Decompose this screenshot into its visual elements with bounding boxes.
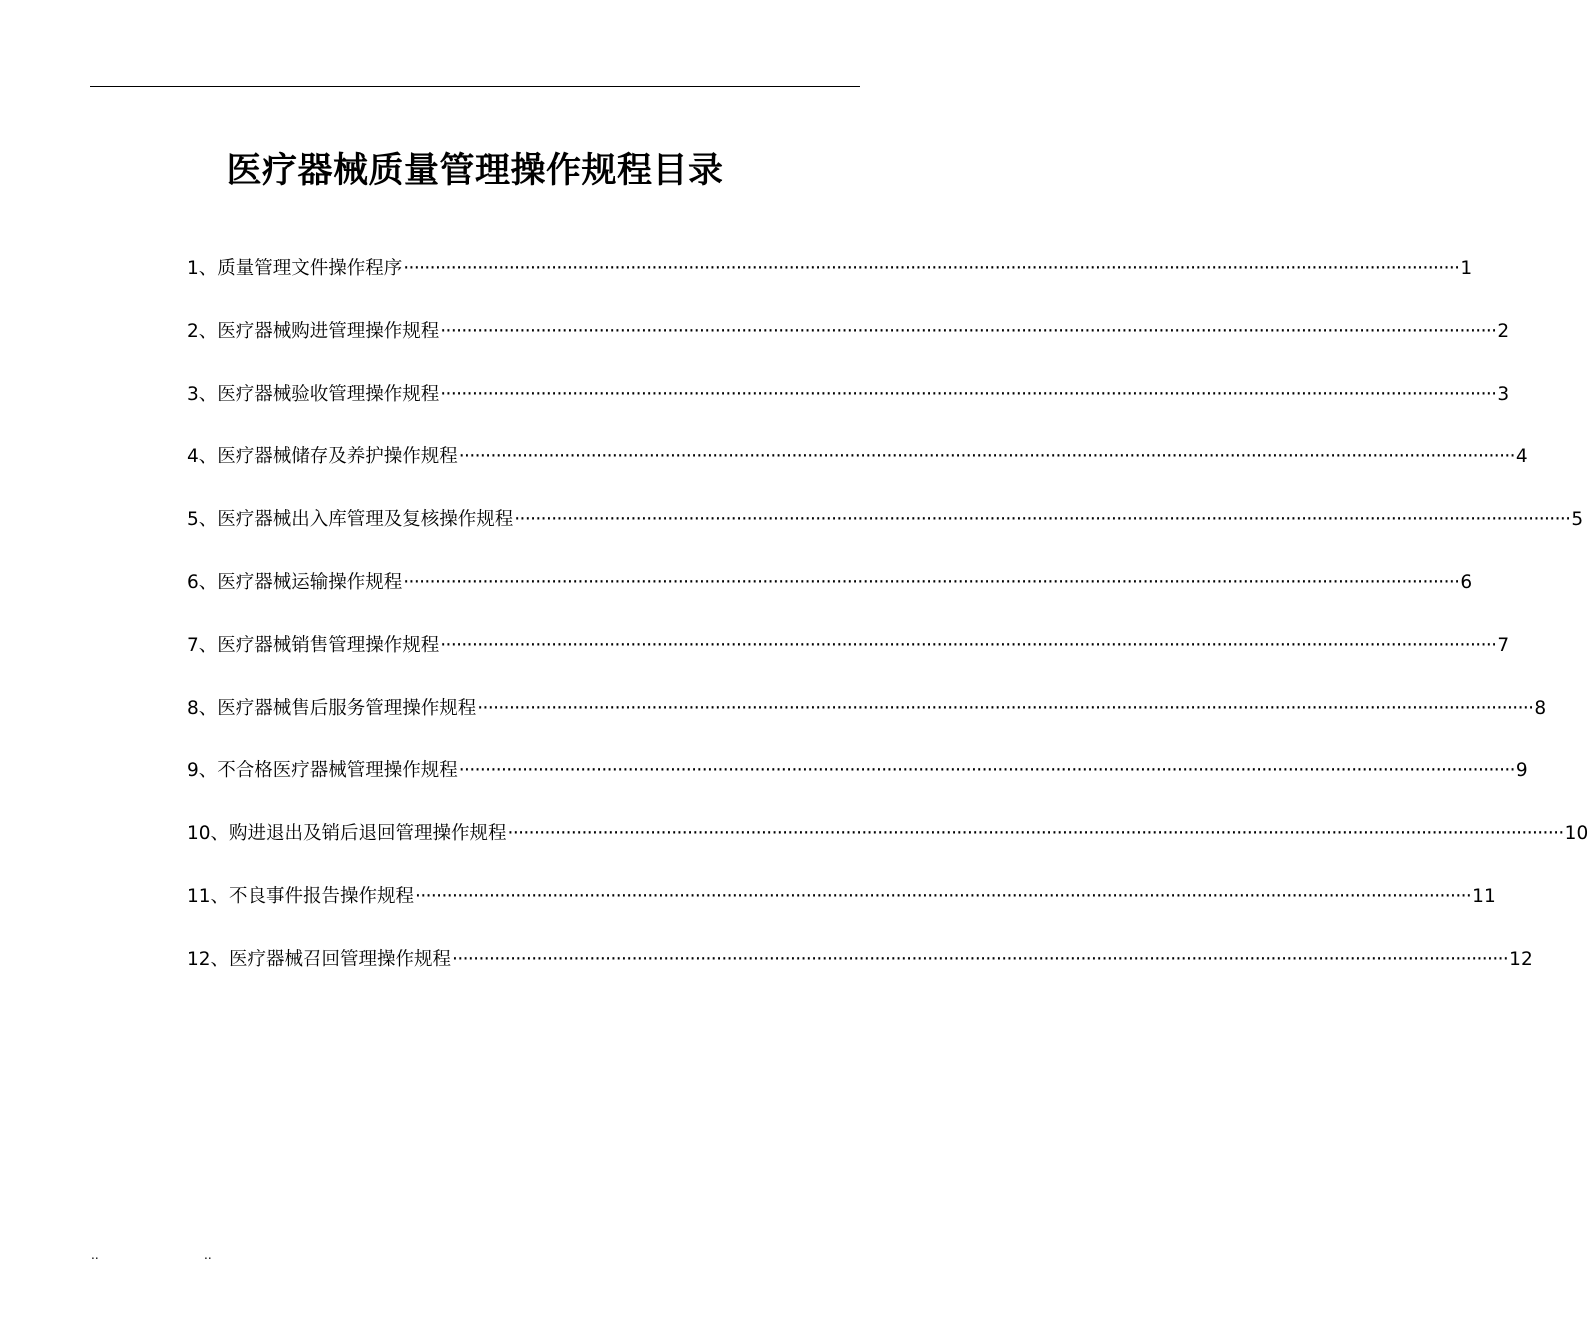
toc-entry-label: 10、购进退出及销后退回管理操作规程 [187, 823, 507, 845]
toc-entry-11[interactable] [187, 880, 1496, 943]
toc-page-number: 3 [1497, 383, 1510, 405]
toc-page-number: 1 [1460, 258, 1473, 279]
toc-dot-leader: ········································································································································································································ [403, 258, 1460, 279]
toc-entry-label: 12、医疗器械召回管理操作规程 [187, 948, 452, 970]
toc-dot-leader: ········································································································································································································ [415, 885, 1472, 907]
toc-page-number: 12 [1509, 948, 1533, 970]
toc-entry-label: 6、医疗器械运输操作规程 [187, 571, 403, 593]
toc-page-number: 9 [1515, 760, 1528, 782]
toc-page-number: 11 [1472, 885, 1496, 907]
toc-page-number: 10 [1564, 823, 1588, 845]
toc-entry-label: 5、医疗器械出入库管理及复核操作规程 [187, 509, 514, 531]
toc-page-number: 2 [1497, 320, 1510, 342]
toc-dot-leader: ········································································································································································································ [440, 320, 1497, 342]
toc-entry-7[interactable] [187, 629, 1510, 692]
toc-entry-12[interactable] [187, 943, 1533, 1006]
toc-entry-label: 8、医疗器械售后服务管理操作规程 [187, 697, 477, 719]
toc-dot-leader: ········································································································································································································ [452, 948, 1509, 970]
toc-entry-label: 9、不合格医疗器械管理操作规程 [187, 760, 458, 782]
toc-entry-label: 4、医疗器械储存及养护操作规程 [187, 446, 458, 468]
header-rule [90, 86, 860, 87]
toc-entry-8[interactable] [187, 692, 1547, 755]
toc-entry-2[interactable] [187, 315, 1510, 378]
toc-entry-label: 1、质量管理文件操作程序 [187, 258, 403, 279]
table-of-contents [187, 252, 1588, 1006]
footer-mark-right: .. [204, 1248, 212, 1262]
toc-entry-10[interactable] [187, 817, 1588, 880]
toc-page-number: 6 [1460, 571, 1473, 593]
toc-entry-label: 11、不良事件报告操作规程 [187, 885, 415, 907]
toc-dot-leader: ········································································································································································································ [458, 760, 1515, 782]
toc-entry-1[interactable] [187, 252, 1473, 315]
toc-page-number: 7 [1497, 634, 1510, 656]
toc-dot-leader: ········································································································································································································ [507, 823, 1564, 845]
footer-mark-left: .. [91, 1248, 99, 1262]
toc-dot-leader: ········································································································································································································ [440, 634, 1497, 656]
toc-entry-6[interactable] [187, 566, 1473, 629]
toc-dot-leader: ········································································································································································································ [458, 446, 1515, 468]
toc-entry-3[interactable] [187, 378, 1510, 441]
toc-entry-9[interactable] [187, 754, 1528, 817]
toc-entry-label: 2、医疗器械购进管理操作规程 [187, 320, 440, 342]
toc-page-number: 8 [1534, 697, 1547, 719]
document-title: 医疗器械质量管理操作规程目录 [226, 151, 724, 191]
toc-dot-leader: ········································································································································································································ [514, 509, 1571, 531]
toc-dot-leader: ········································································································································································································ [403, 571, 1460, 593]
toc-dot-leader: ········································································································································································································ [440, 383, 1497, 405]
toc-entry-label: 3、医疗器械验收管理操作规程 [187, 383, 440, 405]
toc-entry-5[interactable] [187, 503, 1584, 566]
toc-dot-leader: ········································································································································································································ [477, 697, 1534, 719]
toc-page-number: 5 [1571, 509, 1584, 531]
toc-page-number: 4 [1515, 446, 1528, 468]
toc-entry-label: 7、医疗器械销售管理操作规程 [187, 634, 440, 656]
toc-entry-4[interactable] [187, 440, 1528, 503]
